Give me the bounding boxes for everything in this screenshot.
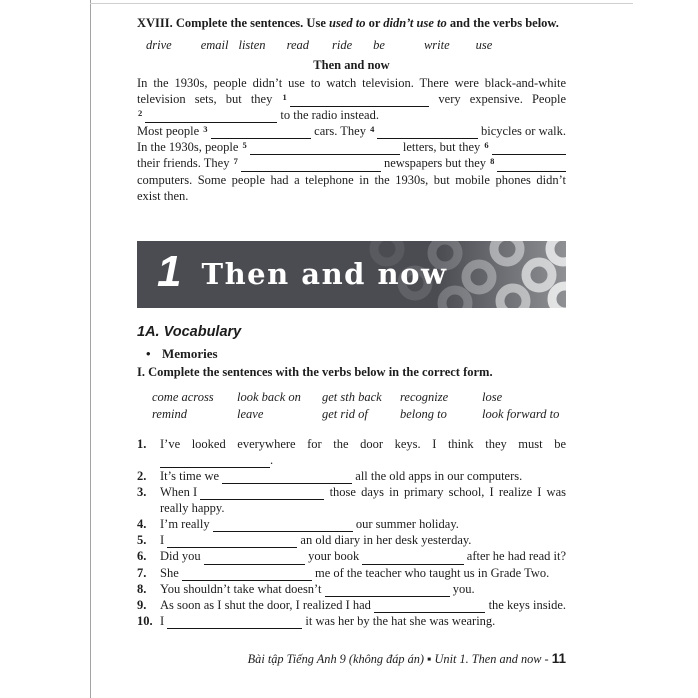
- word-bank-item: ride: [332, 38, 353, 52]
- item-number: 6.: [137, 549, 147, 564]
- word-bank-item: write: [423, 38, 450, 52]
- passage-text: very expensive. People: [429, 92, 566, 107]
- item-text: You shouldn’t take what doesn’t: [160, 581, 325, 596]
- word-bank-item: look forward to: [482, 406, 560, 421]
- item-text: you.: [449, 581, 475, 596]
- item-number: 2.: [137, 468, 147, 483]
- list-item: [137, 436, 566, 468]
- answer-blank: [200, 486, 324, 500]
- list-item: [137, 468, 566, 484]
- blank-number: 1: [282, 91, 287, 102]
- item-number: 5.: [137, 533, 147, 548]
- heading-italic: didn’t use to: [383, 16, 447, 30]
- passage-text: to the radio instead.: [277, 108, 379, 123]
- topic-label: Memories: [162, 345, 218, 361]
- blank-number: 2: [138, 107, 143, 118]
- square-bullet-icon: ▪: [427, 652, 432, 666]
- word-bank-item: drive: [146, 38, 172, 52]
- item-text: the keys inside.: [485, 597, 566, 612]
- word-bank-item: look back on: [237, 389, 301, 404]
- answer-blank: [167, 615, 302, 629]
- unit-banner: [137, 241, 566, 308]
- passage-line: [137, 139, 566, 155]
- heading-italic: used to: [329, 16, 366, 30]
- passage-line: [137, 155, 566, 171]
- word-bank-item: lose: [482, 389, 503, 404]
- word-bank-item: get rid of: [322, 406, 368, 421]
- passage-text: television sets, but they: [137, 92, 282, 107]
- item-text: She: [160, 565, 182, 580]
- section-title: 1A. Vocabulary: [137, 323, 242, 340]
- exercise-18-heading: [137, 15, 566, 31]
- passage-line: [137, 123, 566, 139]
- passage-text: bicycles or walk.: [477, 124, 567, 139]
- item-number: 4.: [137, 517, 147, 532]
- blank-number: 8: [490, 156, 495, 167]
- word-bank-item: recognize: [400, 389, 449, 404]
- item-text: it was her by the hat she was wearing.: [302, 613, 496, 628]
- word-bank-item: listen: [238, 38, 266, 52]
- item-number: 7.: [137, 565, 147, 580]
- heading-text: and the verbs below.: [446, 16, 559, 30]
- passage-line: [137, 107, 566, 123]
- page-footer: [137, 651, 566, 667]
- word-bank-item: remind: [152, 406, 187, 421]
- passage-line: In the 1930s, people didn’t use to watch television. There were black-and-white: [137, 76, 566, 90]
- answer-blank: [211, 125, 311, 139]
- word-bank-item: use: [475, 38, 493, 52]
- answer-blank: [204, 551, 305, 565]
- word-bank-item: read: [286, 38, 310, 52]
- word-bank-item: email: [200, 38, 229, 52]
- item-text: after he had read it?: [463, 549, 567, 564]
- footer-unit-title: Unit 1. Then and now -: [431, 652, 552, 666]
- answer-blank: [241, 158, 381, 172]
- answer-blank: [160, 454, 270, 468]
- list-item: [137, 613, 566, 629]
- passage-text: newspapers but they: [380, 156, 490, 171]
- item-text: me of the teacher who taught us in Grade Two.: [311, 565, 550, 580]
- blank-number: 4: [370, 123, 375, 134]
- answer-blank: [145, 109, 277, 123]
- blank-number: 7: [233, 156, 238, 167]
- answer-blank: [492, 141, 566, 155]
- blank-number: 5: [242, 139, 247, 150]
- item-number: 1.: [137, 436, 147, 451]
- word-bank-item: belong to: [400, 406, 447, 421]
- bullet-icon: •: [146, 345, 151, 361]
- answer-blank: [362, 551, 463, 565]
- blank-number: 3: [203, 123, 208, 134]
- item-text: all the old apps in our computers.: [352, 468, 523, 483]
- heading-text: or: [365, 16, 384, 30]
- heading-text: XVIII. Complete the sentences. Use: [137, 16, 329, 30]
- item-text: our summer holiday.: [352, 517, 459, 532]
- item-text: I’ve looked everywhere for the door keys. I think they must be: [160, 436, 566, 451]
- item-text: an old diary in her desk yesterday.: [297, 533, 472, 548]
- item-text: I: [160, 613, 168, 628]
- footer-book-title: Bài tập Tiếng Anh 9 (không đáp án): [247, 652, 428, 666]
- answer-blank: [222, 470, 352, 484]
- list-item: [137, 565, 566, 581]
- passage-title: Then and now: [313, 58, 390, 72]
- item-text: those days in primary school, I realize I was: [324, 485, 566, 500]
- answer-blank: [325, 583, 450, 597]
- passage-text: their friends. They: [137, 156, 233, 171]
- page-border-left: [90, 0, 91, 698]
- unit-title: Then and now: [201, 257, 448, 292]
- passage-line: computers. Some people had a telephone in the 1930s, but mobile phones didn’t: [137, 172, 566, 187]
- word-bank-18: [137, 37, 566, 53]
- passage-text: letters, but they: [399, 140, 484, 155]
- banner-text: [157, 241, 447, 308]
- answer-blank: [374, 599, 485, 613]
- word-bank-item: get sth back: [322, 389, 382, 404]
- passage: [137, 75, 566, 204]
- answer-blank: [182, 567, 312, 581]
- sentence-list: [137, 436, 566, 629]
- answer-blank: [290, 93, 430, 107]
- answer-blank: [250, 141, 400, 155]
- list-item: [137, 516, 566, 532]
- topic-heading: [137, 346, 566, 362]
- answer-blank: [213, 518, 353, 532]
- item-text: I’m really: [160, 517, 213, 532]
- passage-line: [137, 91, 566, 107]
- list-item: [137, 532, 566, 548]
- item-number: 10.: [137, 613, 153, 628]
- exercise-1-instruction: I. Complete the sentences with the verbs below in the correct form.: [137, 364, 493, 379]
- passage-text: In the 1930s, people: [137, 140, 242, 155]
- item-number: 3.: [137, 485, 147, 500]
- item-text: As soon as I shut the door, I realized I had: [160, 597, 375, 612]
- list-item: [137, 484, 566, 516]
- answer-blank: [377, 125, 477, 139]
- item-number: 9.: [137, 597, 147, 612]
- blank-number: 6: [484, 139, 489, 150]
- list-item: [137, 597, 566, 613]
- unit-number: 1: [157, 247, 182, 297]
- passage-text: Most people: [137, 124, 203, 139]
- passage-line: exist then.: [137, 188, 189, 203]
- page-number: 11: [551, 651, 566, 666]
- answer-blank: [167, 534, 297, 548]
- word-bank-item: be: [373, 38, 385, 52]
- passage-text: cars. They: [311, 124, 370, 139]
- item-number: 8.: [137, 581, 147, 596]
- item-text: I: [160, 533, 168, 548]
- list-item: [137, 581, 566, 597]
- item-text: Did you: [160, 549, 204, 564]
- word-bank-item: come across: [152, 389, 214, 404]
- page-content: [137, 0, 566, 629]
- word-bank-1: [137, 389, 566, 423]
- item-text: really happy.: [160, 501, 225, 516]
- word-bank-item: leave: [237, 406, 264, 421]
- item-text: your book: [305, 549, 363, 564]
- item-text: .: [270, 452, 274, 467]
- answer-blank: [497, 158, 566, 172]
- list-item: [137, 548, 566, 564]
- item-text: It’s time we: [160, 468, 223, 483]
- item-text: When I: [160, 485, 201, 500]
